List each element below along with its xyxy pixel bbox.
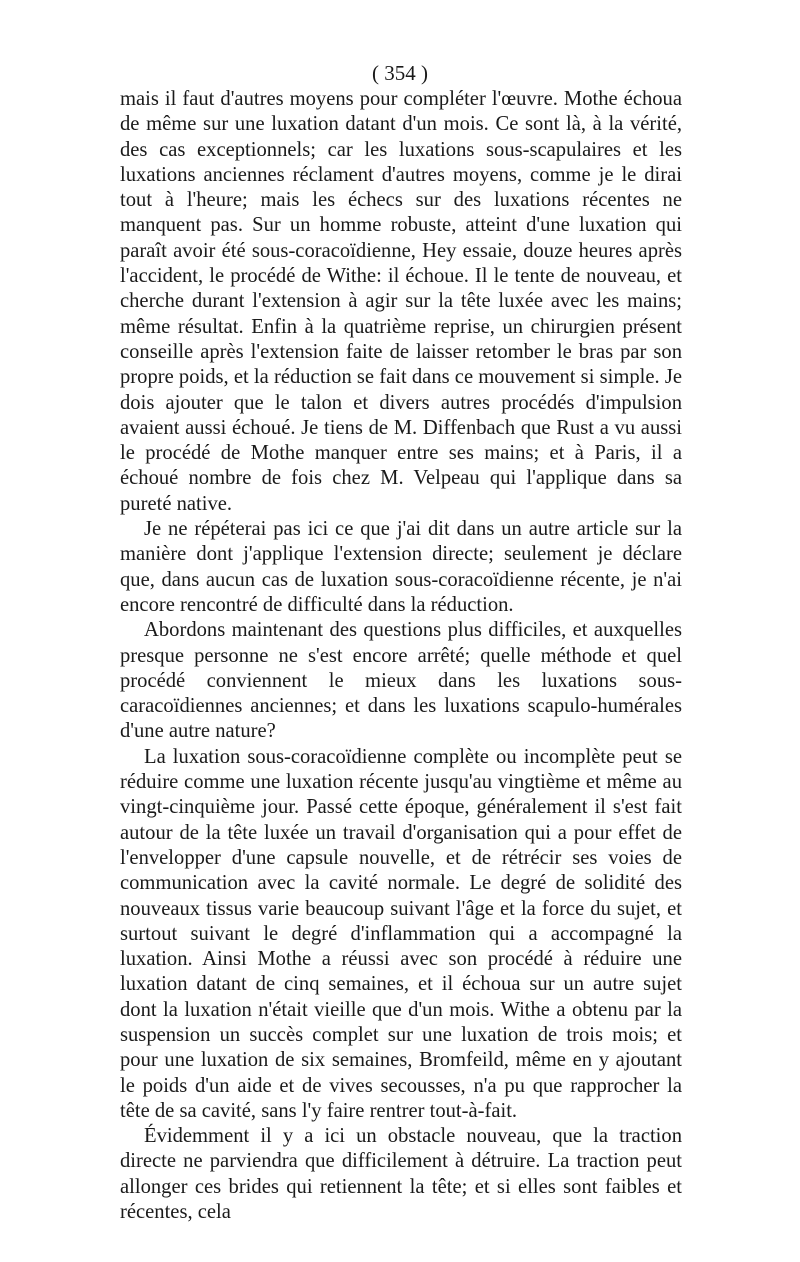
paragraph: Abordons maintenant des questions plus difficiles, et auxquelles presque personne ne s'est encore arrêté; quelle méthode et quel procédé conviennent le mieux dans les luxations sous-caracoïdiennes anciennes; et dans les luxations scapulo-humérales d'une autre nature? bbox=[120, 619, 682, 743]
page-number: ( 354 ) bbox=[372, 61, 428, 85]
body-text bbox=[120, 87, 682, 1225]
paragraph: Évidemment il y a ici un obstacle nouveau, que la traction directe ne parviendra que difficilement à détruire. La traction peut allonger ces brides qui retiennent la tête; et si elles sont faibles et récentes, cela bbox=[120, 1125, 682, 1224]
paragraph: Je ne répéterai pas ici ce que j'ai dit dans un autre article sur la manière dont j'applique l'extension directe; seulement je déclare que, dans aucun cas de luxation sous-coracoïdienne récente, je n'ai encore rencontré de difficulté dans la réduction. bbox=[120, 518, 682, 616]
paragraph: mais il faut d'autres moyens pour compléter l'œuvre. Mothe échoua de même sur une luxation datant d'un mois. Ce sont là, à la vérité, des cas exceptionnels; car les luxations sous-scapulaires et les luxations anciennes réclament d'autres moyens, comme je le dirai tout à l'heure; mais les échecs sur des luxations récentes ne manquent pas. Sur un homme robuste, atteint d'une luxation qui paraît avoir été sous-coracoïdienne, Hey essaie, douze heures après l'accident, le procédé de Withe: il échoue. Il le tente de nouveau, et cherche durant l'extension à agir sur la tête luxée avec les mains; même résultat. Enfin à la quatrième reprise, un chirurgien présent conseille après l'extension faite de laisser retomber le bras par son propre poids, et la réduction se fait dans ce mouvement si simple. Je dois ajouter que le talon et divers autres procédés d'impulsion avaient aussi échoué. Je tiens de M. Diffenbach que Rust a vu aussi le procédé de Mothe manquer entre ses mains; et à Paris, il a échoué nombre de fois chez M. Velpeau qui l'applique dans sa pureté native. bbox=[120, 88, 682, 515]
paragraph: La luxation sous-coracoïdienne complète ou incomplète peut se réduire comme une luxation récente jusqu'au vingtième et même au vingt-cinquième jour. Passé cette époque, généralement il s'est fait autour de la tête luxée un travail d'organisation qui a pour effet de l'envelopper d'une capsule nouvelle, et de rétrécir ses voies de communication avec la cavité normale. Le degré de solidité des nouveaux tissus varie beaucoup suivant l'âge et la force du sujet, et surtout suivant le degré d'inflammation qui a accompagné la luxation. Ainsi Mothe a réussi avec son procédé à réduire une luxation datant de cinq semaines, et il échoua sur un autre sujet dont la luxation n'était vieille que d'un mois. Withe a obtenu par la suspension un succès complet sur une luxation de trois mois; et pour une luxation de six semaines, Bromfeild, même en y ajoutant le poids d'un aide et de vives secousses, n'a pu que rapprocher la tête de sa cavité, sans l'y faire rentrer tout-à-fait. bbox=[120, 745, 682, 1122]
